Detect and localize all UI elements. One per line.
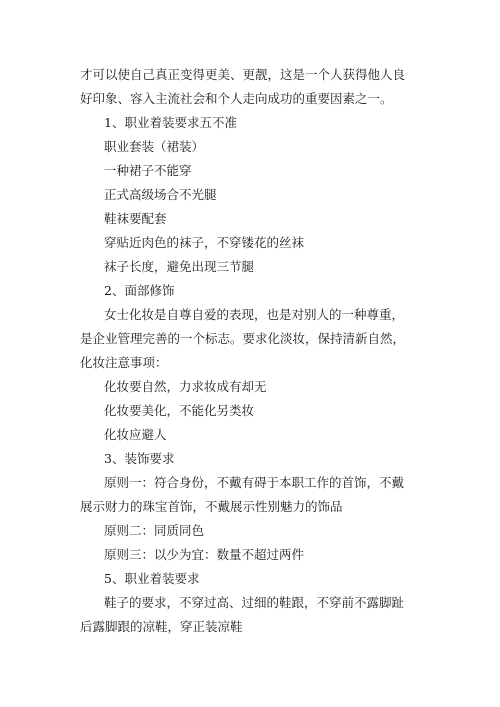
text-line: 鞋袜要配套 (104, 211, 167, 226)
text-line: 化妆要美化，不能化另类妆 (104, 403, 255, 418)
section-heading: 1、职业着装要求五不准 (104, 115, 237, 130)
text-line: 一种裙子不能穿 (104, 163, 192, 178)
text-line: 原则三：以少为宜：数量不超过两件 (104, 547, 305, 562)
text-line: 原则一：符合身份，不戴有碍于本职工作的首饰，不戴 (104, 475, 405, 490)
text-line: 正式高级场合不光腿 (104, 187, 217, 202)
text-line: 后露脚跟的凉鞋，穿正装凉鞋 (80, 619, 243, 634)
text-line: 化妆应避人 (104, 427, 167, 442)
text-line: 原则二：同质同色 (104, 523, 205, 538)
text-line: 袜子长度，避免出现三节腿 (104, 259, 255, 274)
text-line: 才可以使自己真正变得更美、更靓，这是一个人获得他人良 (80, 67, 406, 82)
text-line: 穿贴近肉色的袜子，不穿镂花的丝袜 (104, 235, 305, 250)
text-line: 是企业管理完善的一个标志。要求化淡妆，保持清新自然， (80, 331, 406, 346)
text-line: 展示财力的珠宝首饰，不戴展示性别魅力的饰品 (80, 499, 343, 514)
document-body (80, 63, 440, 639)
section-heading: 5、职业着装要求 (104, 571, 200, 586)
text-line: 好印象、容入主流社会和个人走向成功的重要因素之一。 (80, 91, 393, 106)
text-line: 女士化妆是自尊自爱的表现，也是对别人的一种尊重， (104, 307, 405, 322)
text-line: 化妆要自然，力求妆成有却无 (104, 379, 267, 394)
section-heading: 3、装饰要求 (104, 451, 175, 466)
text-line: 化妆注意事项： (80, 355, 168, 370)
section-heading: 2、面部修饰 (104, 283, 175, 298)
text-line: 职业套装（裙装） (104, 139, 205, 154)
text-line: 鞋子的要求，不穿过高、过细的鞋跟，不穿前不露脚趾 (104, 595, 405, 610)
